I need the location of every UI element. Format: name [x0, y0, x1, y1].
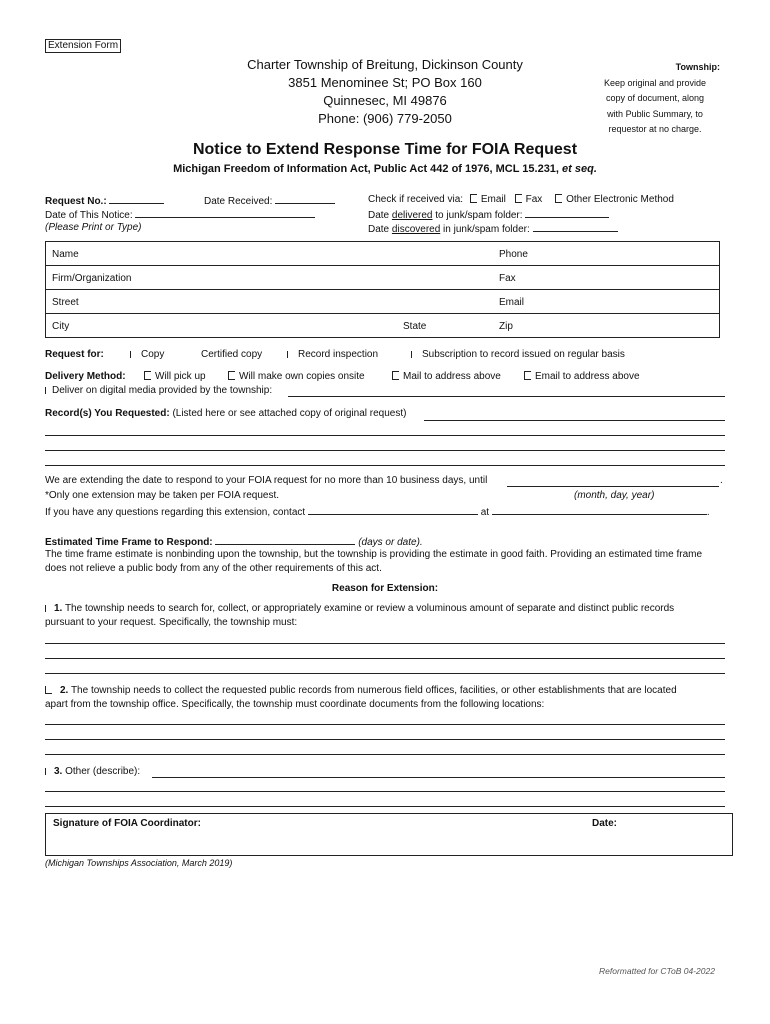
via-other-checkbox[interactable] [555, 194, 562, 203]
extension-line-2: *Only one extension may be taken per FOIA request. [45, 490, 280, 501]
email-delivery-checkbox[interactable] [524, 371, 531, 380]
request-for-copy[interactable] [130, 349, 164, 360]
fax-field[interactable]: Fax [499, 273, 516, 284]
reason-2-line-2[interactable] [45, 739, 725, 740]
records-line-3[interactable] [45, 465, 725, 466]
signature-label: Signature of FOIA Coordinator: [53, 818, 201, 829]
pickup-label: Will pick up [155, 371, 206, 382]
contact-phone-field[interactable] [492, 505, 707, 515]
extension-line-1: We are extending the date to respond to your FOIA request for no more than 10 business days, until [45, 475, 488, 486]
estimate-text-2: does not relieve a public body from any of the other requirements of this act. [45, 563, 382, 574]
reason-2-number: 2. [60, 685, 69, 696]
reason-3-line-0[interactable] [152, 777, 725, 778]
reason-2-line-1[interactable] [45, 724, 725, 725]
estimate-row [45, 535, 423, 548]
reformatted-note: Reformatted for CToB 04-2022 [599, 966, 715, 976]
request-number-label: Request No.: [45, 196, 107, 207]
subtitle-italic: et seq. [562, 163, 597, 175]
header-line-4: Phone: (906) 779-2050 [318, 111, 452, 126]
contact-text: If you have any questions regarding this extension, contact [45, 507, 306, 518]
mail-label: Mail to address above [403, 371, 501, 382]
subscription-label: Subscription to record issued on regular basis [422, 349, 625, 360]
certified-label: Certified copy [201, 349, 263, 360]
delivery-method-label: Delivery Method: [45, 371, 126, 382]
reason-3-line-2[interactable] [45, 806, 725, 807]
name-field[interactable]: Name [52, 249, 79, 260]
reason-1-line-2[interactable] [45, 658, 725, 659]
reason-1-number: 1. [54, 603, 63, 614]
state-field[interactable]: State [403, 321, 427, 332]
reason-3-row [45, 766, 140, 777]
township-note-line-2: copy of document, along [605, 93, 705, 103]
form-tag: Extension Form [45, 39, 121, 53]
reason-1-checkbox[interactable] [45, 605, 46, 612]
date-received-row [204, 194, 335, 207]
contact-divider-2 [45, 289, 720, 290]
reason-1-text-2: pursuant to your request. Specifically, the township must: [45, 617, 298, 628]
delivered-post: to junk/spam folder: [432, 210, 523, 221]
township-note-title: Township: [675, 62, 720, 72]
via-other-label: Other Electronic Method [566, 194, 674, 205]
subscription-checkbox[interactable] [411, 351, 412, 358]
delivered-pre: Date [368, 210, 392, 221]
pickup-checkbox[interactable] [144, 371, 151, 380]
contact-at: at [480, 507, 490, 518]
township-note-line-1: Keep original and provide [603, 77, 707, 88]
records-note: (Listed here or see attached copy of original request) [172, 408, 407, 419]
request-number-field[interactable] [109, 194, 164, 204]
reason-2-line-3[interactable] [45, 754, 725, 755]
extension-line-1-period: . [720, 475, 723, 486]
reason-3-checkbox[interactable] [45, 768, 46, 775]
extension-date-hint: (month, day, year) [574, 490, 655, 501]
mail-checkbox[interactable] [392, 371, 399, 380]
request-for-inspection[interactable] [287, 349, 378, 360]
reason-2-row [45, 685, 677, 696]
discovered-word: discovered [391, 224, 441, 235]
city-field[interactable]: City [52, 321, 70, 332]
reason-1-row [45, 603, 674, 614]
discovered-post: in junk/spam folder: [440, 224, 530, 235]
reason-1-text: The township needs to search for, collect, or appropriately examine or review a voluminous amount of separate and distinct public records [64, 603, 675, 614]
date-notice-field[interactable] [135, 208, 315, 218]
delivery-mail[interactable] [392, 371, 501, 382]
own-copies-checkbox[interactable] [228, 371, 235, 380]
township-note-line-3: with Public Summary, to [607, 108, 703, 119]
date-notice-row [45, 208, 315, 221]
delivery-email[interactable] [524, 371, 640, 382]
request-for-label: Request for: [45, 349, 104, 360]
received-via-row [368, 194, 674, 205]
township-header [230, 56, 540, 128]
footer-note: (Michigan Townships Association, March 2019) [45, 858, 233, 868]
copy-checkbox[interactable] [130, 351, 131, 358]
reason-2-text: The township needs to collect the requested public records from numerous field offices, facilities, or other establishments that are located [70, 685, 677, 696]
zip-field[interactable]: Zip [499, 321, 513, 332]
subtitle-main: Michigan Freedom of Information Act, Public Act 442 of 1976, MCL 15.231, [173, 163, 563, 175]
request-number-row [45, 194, 164, 207]
header-line-2: 3851 Menominee St; PO Box 160 [288, 75, 482, 90]
reason-3-line-1[interactable] [45, 791, 725, 792]
date-notice-label: Date of This Notice: [45, 210, 133, 221]
street-field[interactable]: Street [52, 297, 79, 308]
copy-label: Copy [141, 349, 165, 360]
estimate-hint: (days or date). [358, 537, 423, 548]
signature-date-label: Date: [592, 818, 618, 829]
digital-line[interactable] [288, 396, 725, 397]
firm-field[interactable]: Firm/Organization [52, 273, 132, 284]
delivered-junk-row [368, 208, 609, 221]
township-note-line-4: requestor at no charge. [608, 124, 702, 134]
inspection-checkbox[interactable] [287, 351, 288, 358]
reason-3-number: 3. [54, 766, 63, 777]
records-line-0[interactable] [424, 420, 725, 421]
reason-1-line-1[interactable] [45, 643, 725, 644]
digital-label: Deliver on digital media provided by the township: [52, 385, 273, 396]
via-fax-checkbox[interactable] [515, 194, 522, 203]
delivery-pickup[interactable] [144, 371, 206, 382]
request-for-certified[interactable] [201, 349, 262, 360]
reason-3-text: Other (describe): [65, 766, 141, 777]
digital-checkbox[interactable] [45, 387, 46, 394]
via-fax-label: Fax [525, 194, 543, 205]
delivery-own-copies[interactable] [228, 371, 365, 382]
records-line-1[interactable] [45, 435, 725, 436]
reason-2-text-2: apart from the township office. Specifically, the township must coordinate documents from the following locations: [45, 699, 545, 710]
extension-line-3: If you have any questions regarding this extension, contact at . [45, 507, 710, 518]
email-field[interactable]: Email [499, 297, 525, 308]
print-note: (Please Print or Type) [45, 222, 142, 233]
estimate-field[interactable] [215, 535, 355, 545]
via-email-checkbox[interactable] [470, 194, 477, 203]
header-line-1: Charter Township of Breitung, Dickinson County [247, 57, 523, 72]
delivery-digital[interactable] [45, 385, 272, 396]
discovered-junk-row [368, 222, 618, 235]
reason-heading: Reason for Extension: [331, 583, 439, 594]
inspection-label: Record inspection [298, 349, 379, 360]
via-email-label: Email [480, 194, 506, 205]
discovered-pre: Date [368, 224, 392, 235]
records-row [45, 408, 406, 419]
date-received-label: Date Received: [204, 196, 273, 207]
phone-field[interactable]: Phone [499, 249, 528, 260]
estimate-text-1: The time frame estimate is nonbinding upon the township, but the township is providing the estimate in good faith. Providing an estimated time frame [45, 549, 703, 560]
request-for-subscription[interactable] [411, 349, 625, 360]
records-label: Record(s) You Requested: [45, 408, 170, 419]
reason-2-checkbox[interactable] [45, 686, 52, 694]
received-via-label: Check if received via: [368, 194, 464, 205]
header-line-3: Quinnesec, MI 49876 [323, 93, 447, 108]
township-note [590, 60, 720, 138]
reason-1-line-3[interactable] [45, 673, 725, 674]
discovered-junk-field[interactable] [533, 222, 618, 232]
contact-divider-1 [45, 265, 720, 266]
records-line-2[interactable] [45, 450, 725, 451]
page-title: Notice to Extend Response Time for FOIA Request [192, 141, 578, 158]
delivered-word: delivered [391, 210, 433, 221]
own-copies-label: Will make own copies onsite [239, 371, 365, 382]
page-subtitle [0, 163, 770, 175]
delivered-junk-field[interactable] [525, 208, 609, 218]
extension-date-line[interactable] [507, 486, 719, 487]
contact-name-field[interactable] [308, 505, 478, 515]
contact-divider-3 [45, 313, 720, 314]
email-delivery-label: Email to address above [535, 371, 640, 382]
estimate-label: Estimated Time Frame to Respond: [45, 537, 213, 548]
date-received-field[interactable] [275, 194, 335, 204]
